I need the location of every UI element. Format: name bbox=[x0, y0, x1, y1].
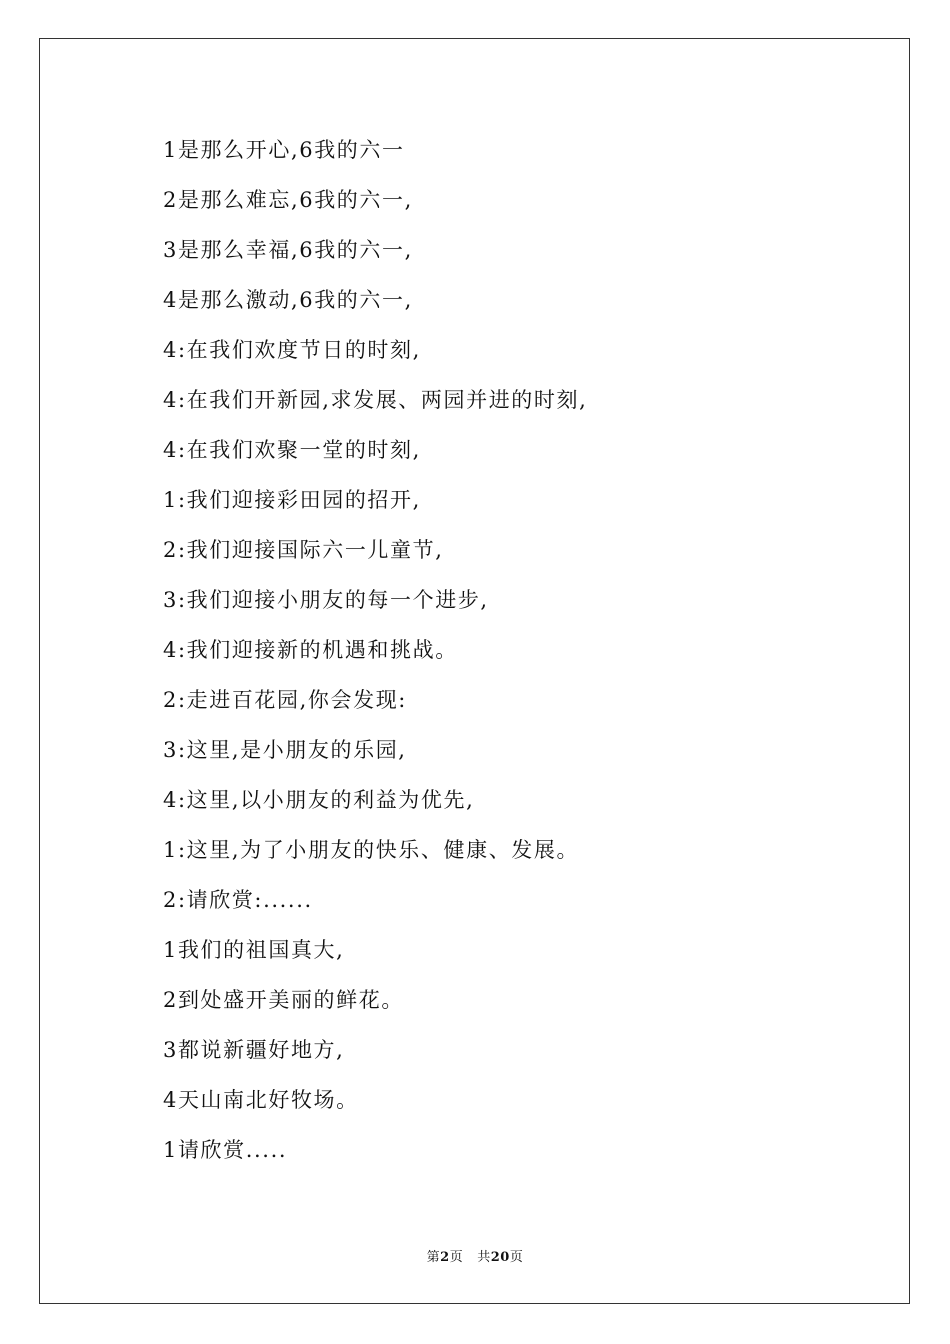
text-line: 1请欣赏..... bbox=[163, 1138, 288, 1162]
text-line: 4是那么激动,6我的六一, bbox=[163, 288, 413, 312]
text-line: 2是那么难忘,6我的六一, bbox=[163, 188, 413, 212]
text-line: 2:走进百花园,你会发现: bbox=[163, 688, 407, 712]
text-line: 4:在我们欢度节日的时刻, bbox=[163, 338, 421, 362]
text-line: 1是那么开心,6我的六一 bbox=[163, 138, 405, 162]
total-suffix: 页 bbox=[509, 1250, 524, 1265]
text-line: 3:我们迎接小朋友的每一个进步, bbox=[163, 588, 489, 612]
total-prefix: 共 bbox=[477, 1250, 491, 1265]
total-pages: 20 bbox=[490, 1250, 510, 1265]
text-line: 3是那么幸福,6我的六一, bbox=[163, 238, 413, 262]
page-number: 2 bbox=[440, 1250, 450, 1265]
text-line: 4天山南北好牧场。 bbox=[163, 1088, 359, 1112]
text-line: 1我们的祖国真大, bbox=[163, 938, 345, 962]
text-line: 3:这里,是小朋友的乐园, bbox=[163, 738, 407, 762]
page-footer bbox=[0, 1246, 950, 1265]
text-line: 2:我们迎接国际六一儿童节, bbox=[163, 538, 444, 562]
text-line: 2到处盛开美丽的鲜花。 bbox=[163, 988, 404, 1012]
text-line: 1:这里,为了小朋友的快乐、健康、发展。 bbox=[163, 838, 580, 862]
text-line: 4:这里,以小朋友的利益为优先, bbox=[163, 788, 475, 812]
text-line: 4:我们迎接新的机遇和挑战。 bbox=[163, 638, 458, 662]
page-prefix: 第 bbox=[426, 1250, 441, 1265]
text-line: 1:我们迎接彩田园的招开, bbox=[163, 488, 421, 512]
text-line: 4:在我们开新园,求发展、两园并进的时刻, bbox=[163, 388, 588, 412]
text-line: 3都说新疆好地方, bbox=[163, 1038, 345, 1062]
text-line: 4:在我们欢聚一堂的时刻, bbox=[163, 438, 421, 462]
document-body bbox=[163, 130, 863, 1180]
page-suffix: 页 bbox=[449, 1250, 464, 1265]
text-line: 2:请欣赏:...... bbox=[163, 888, 313, 912]
